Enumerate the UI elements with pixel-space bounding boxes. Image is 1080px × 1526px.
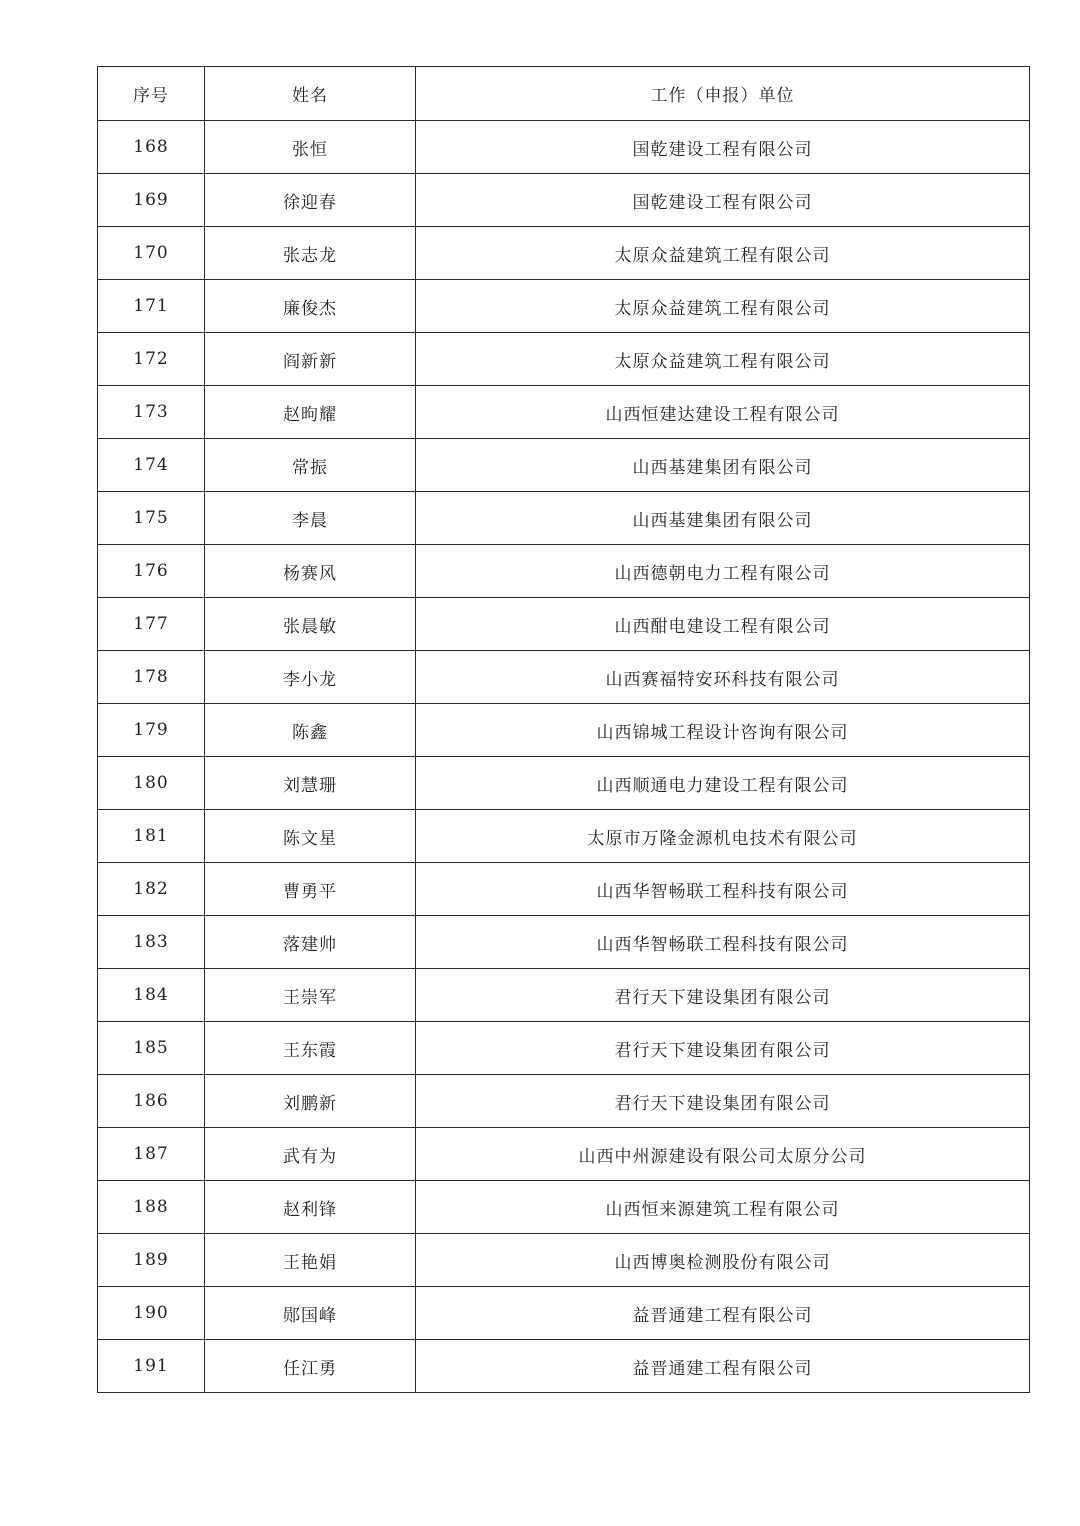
name-cell: 陈鑫 bbox=[205, 704, 416, 757]
table-row bbox=[98, 280, 1030, 333]
table-row bbox=[98, 121, 1030, 174]
header-serial-number: 序号 bbox=[98, 67, 205, 121]
organization-cell: 山西赛福特安环科技有限公司 bbox=[416, 651, 1030, 704]
serial-number-cell: 188 bbox=[98, 1181, 205, 1234]
organization-cell: 太原众益建筑工程有限公司 bbox=[416, 227, 1030, 280]
name-cell: 阎新新 bbox=[205, 333, 416, 386]
serial-number-cell: 183 bbox=[98, 916, 205, 969]
serial-number-cell: 174 bbox=[98, 439, 205, 492]
table-row bbox=[98, 1234, 1030, 1287]
name-cell: 赵昫耀 bbox=[205, 386, 416, 439]
name-cell: 王东霞 bbox=[205, 1022, 416, 1075]
serial-number-cell: 181 bbox=[98, 810, 205, 863]
table-row bbox=[98, 545, 1030, 598]
serial-number-cell: 182 bbox=[98, 863, 205, 916]
serial-number-cell: 189 bbox=[98, 1234, 205, 1287]
serial-number-cell: 170 bbox=[98, 227, 205, 280]
organization-cell: 太原市万隆金源机电技术有限公司 bbox=[416, 810, 1030, 863]
serial-number-cell: 184 bbox=[98, 969, 205, 1022]
name-cell: 张恒 bbox=[205, 121, 416, 174]
name-cell: 徐迎春 bbox=[205, 174, 416, 227]
organization-cell: 山西华智畅联工程科技有限公司 bbox=[416, 916, 1030, 969]
serial-number-cell: 185 bbox=[98, 1022, 205, 1075]
organization-cell: 国乾建设工程有限公司 bbox=[416, 174, 1030, 227]
serial-number-cell: 180 bbox=[98, 757, 205, 810]
header-name: 姓名 bbox=[205, 67, 416, 121]
organization-cell: 益晋通建工程有限公司 bbox=[416, 1340, 1030, 1393]
table-row bbox=[98, 1340, 1030, 1393]
serial-number-cell: 178 bbox=[98, 651, 205, 704]
name-cell: 王崇军 bbox=[205, 969, 416, 1022]
table-row bbox=[98, 174, 1030, 227]
name-cell: 刘鹏新 bbox=[205, 1075, 416, 1128]
table-header bbox=[98, 67, 1030, 121]
table-row bbox=[98, 1022, 1030, 1075]
serial-number-cell: 173 bbox=[98, 386, 205, 439]
organization-cell: 君行天下建设集团有限公司 bbox=[416, 1075, 1030, 1128]
table-row bbox=[98, 651, 1030, 704]
organization-cell: 君行天下建设集团有限公司 bbox=[416, 1022, 1030, 1075]
serial-number-cell: 190 bbox=[98, 1287, 205, 1340]
table-row bbox=[98, 704, 1030, 757]
table-row bbox=[98, 386, 1030, 439]
name-cell: 李晨 bbox=[205, 492, 416, 545]
serial-number-cell: 171 bbox=[98, 280, 205, 333]
serial-number-cell: 191 bbox=[98, 1340, 205, 1393]
organization-cell: 益晋通建工程有限公司 bbox=[416, 1287, 1030, 1340]
table-row bbox=[98, 757, 1030, 810]
table-body bbox=[98, 121, 1030, 1393]
organization-cell: 国乾建设工程有限公司 bbox=[416, 121, 1030, 174]
serial-number-cell: 187 bbox=[98, 1128, 205, 1181]
serial-number-cell: 172 bbox=[98, 333, 205, 386]
organization-cell: 山西华智畅联工程科技有限公司 bbox=[416, 863, 1030, 916]
serial-number-cell: 177 bbox=[98, 598, 205, 651]
name-cell: 刘慧珊 bbox=[205, 757, 416, 810]
organization-cell: 太原众益建筑工程有限公司 bbox=[416, 333, 1030, 386]
organization-cell: 山西基建集团有限公司 bbox=[416, 492, 1030, 545]
table-row bbox=[98, 598, 1030, 651]
name-cell: 常振 bbox=[205, 439, 416, 492]
table-row bbox=[98, 227, 1030, 280]
name-cell: 武有为 bbox=[205, 1128, 416, 1181]
organization-cell: 山西锦城工程设计咨询有限公司 bbox=[416, 704, 1030, 757]
organization-cell: 山西德朝电力工程有限公司 bbox=[416, 545, 1030, 598]
table-row bbox=[98, 439, 1030, 492]
table-row bbox=[98, 916, 1030, 969]
name-cell: 李小龙 bbox=[205, 651, 416, 704]
name-cell: 赵利锋 bbox=[205, 1181, 416, 1234]
organization-cell: 山西顺通电力建设工程有限公司 bbox=[416, 757, 1030, 810]
organization-cell: 山西恒建达建设工程有限公司 bbox=[416, 386, 1030, 439]
serial-number-cell: 186 bbox=[98, 1075, 205, 1128]
header-row bbox=[98, 67, 1030, 121]
name-cell: 郧国峰 bbox=[205, 1287, 416, 1340]
table-row bbox=[98, 863, 1030, 916]
serial-number-cell: 179 bbox=[98, 704, 205, 757]
serial-number-cell: 175 bbox=[98, 492, 205, 545]
name-cell: 张晨敏 bbox=[205, 598, 416, 651]
name-cell: 任江勇 bbox=[205, 1340, 416, 1393]
name-cell: 张志龙 bbox=[205, 227, 416, 280]
organization-cell: 君行天下建设集团有限公司 bbox=[416, 969, 1030, 1022]
organization-cell: 太原众益建筑工程有限公司 bbox=[416, 280, 1030, 333]
table-row bbox=[98, 969, 1030, 1022]
serial-number-cell: 168 bbox=[98, 121, 205, 174]
organization-cell: 山西基建集团有限公司 bbox=[416, 439, 1030, 492]
name-cell: 落建帅 bbox=[205, 916, 416, 969]
table-row bbox=[98, 810, 1030, 863]
name-cell: 曹勇平 bbox=[205, 863, 416, 916]
roster-table bbox=[97, 66, 1030, 1393]
header-organization: 工作（申报）单位 bbox=[416, 67, 1030, 121]
organization-cell: 山西恒来源建筑工程有限公司 bbox=[416, 1181, 1030, 1234]
name-cell: 廉俊杰 bbox=[205, 280, 416, 333]
organization-cell: 山西酣电建设工程有限公司 bbox=[416, 598, 1030, 651]
organization-cell: 山西中州源建设有限公司太原分公司 bbox=[416, 1128, 1030, 1181]
table-row bbox=[98, 333, 1030, 386]
table-row bbox=[98, 1128, 1030, 1181]
name-cell: 陈文星 bbox=[205, 810, 416, 863]
organization-cell: 山西博奥检测股份有限公司 bbox=[416, 1234, 1030, 1287]
table-row bbox=[98, 1075, 1030, 1128]
name-cell: 王艳娟 bbox=[205, 1234, 416, 1287]
table-row bbox=[98, 1181, 1030, 1234]
table-row bbox=[98, 492, 1030, 545]
name-cell: 杨赛风 bbox=[205, 545, 416, 598]
table-row bbox=[98, 1287, 1030, 1340]
serial-number-cell: 169 bbox=[98, 174, 205, 227]
serial-number-cell: 176 bbox=[98, 545, 205, 598]
